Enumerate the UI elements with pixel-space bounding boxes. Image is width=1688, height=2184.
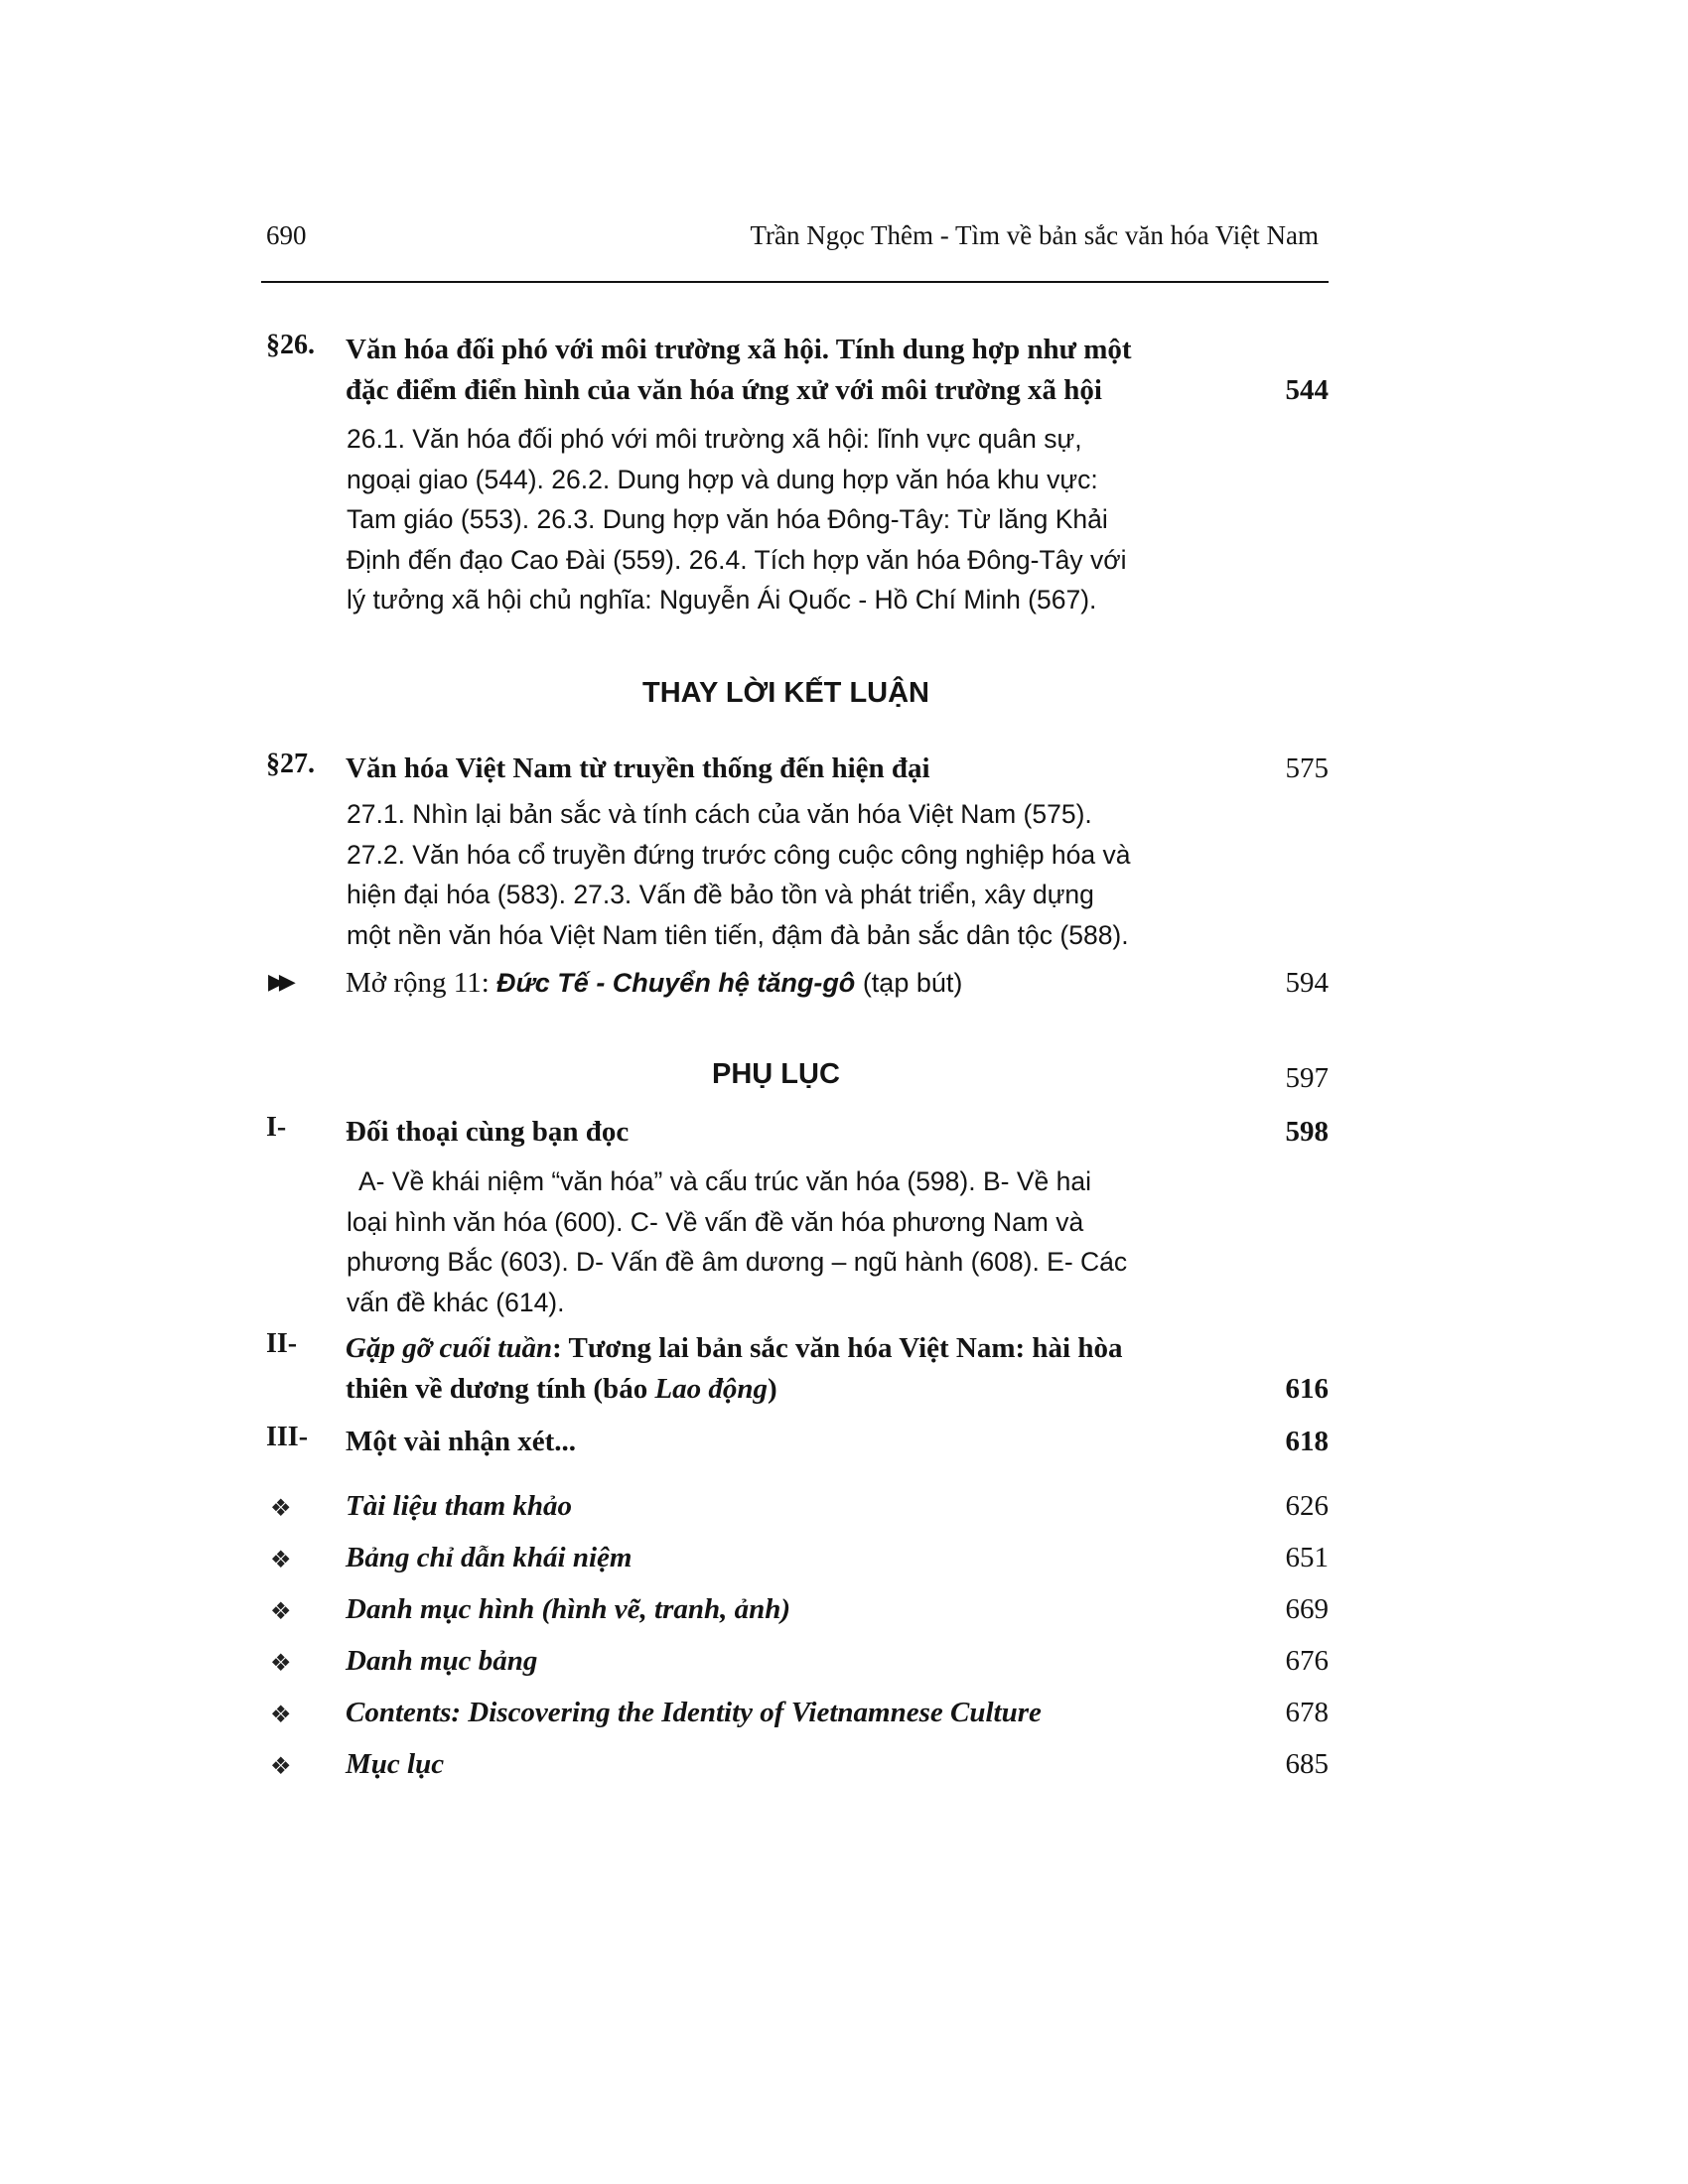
page-ref: 598 (1285, 1116, 1329, 1148)
detail-line: vấn đề khác (614). (347, 1287, 565, 1317)
item-number: II- (266, 1328, 298, 1359)
section-details (347, 794, 1270, 955)
item-line2-start: thiên về dương tính (báo (346, 1373, 655, 1405)
page-ref: 616 (1285, 1373, 1329, 1405)
entry-title: Bảng chỉ dẫn khái niệm (346, 1542, 633, 1573)
page-ref: 678 (1285, 1697, 1329, 1728)
detail-line: A- Về khái niệm “văn hóa” và cấu trúc văn hóa (598). B- Về hai (358, 1166, 1091, 1196)
four-diamond-icon: ❖ (270, 1703, 292, 1728)
detail-line: ngoại giao (544). 26.2. Dung hợp và dung hợp văn hóa khu vực: (347, 464, 1098, 494)
detail-line: lý tưởng xã hội chủ nghĩa: Nguyễn Ái Quốc - Hồ Chí Minh (567). (347, 585, 1097, 614)
item-number: I- (266, 1112, 287, 1143)
conclusion-heading: THAY LỜI KẾT LUẬN (642, 677, 929, 709)
detail-line: phương Bắc (603). D- Vấn đề âm dương – ngũ hành (608). E- Các (347, 1247, 1128, 1277)
item-title-italic: Gặp gỡ cuối tuần (346, 1332, 553, 1364)
entry-title: Contents: Discovering the Identity of Vietnamnese Culture (346, 1697, 1042, 1728)
page-number: 690 (266, 220, 307, 250)
item-title (346, 1328, 1123, 1410)
entry-prefix: Mở rộng 11: (346, 967, 497, 999)
section-title: Văn hóa Việt Nam từ truyền thống đến hiện đại (346, 752, 930, 784)
page-ref: 651 (1285, 1542, 1329, 1573)
item-number: III- (266, 1422, 309, 1452)
item-title: Một vài nhận xét... (346, 1426, 576, 1457)
item-details (347, 1161, 1282, 1322)
page-ref: 594 (1285, 967, 1329, 999)
page-ref: 676 (1285, 1645, 1329, 1677)
four-diamond-icon: ❖ (270, 1599, 292, 1625)
detail-line: một nền văn hóa Việt Nam tiên tiến, đậm đà bản sắc dân tộc (588). (347, 919, 1129, 950)
item-line2-italic: Lao động (654, 1373, 769, 1405)
double-arrow-icon: ▶▶ (268, 969, 290, 994)
four-diamond-icon: ❖ (270, 1548, 292, 1573)
item-line2-end: ) (768, 1373, 777, 1405)
four-diamond-icon: ❖ (270, 1651, 292, 1677)
entry-italic-title: Đức Tế - Chuyển hệ tăng-gô (496, 968, 856, 998)
header-rule (261, 281, 1329, 283)
section-number: §26. (266, 330, 315, 360)
section-number: §27. (266, 749, 315, 779)
detail-line: loại hình văn hóa (600). C- Về vấn đề văn hóa phương Nam và (347, 1206, 1084, 1237)
item-title: Đối thoại cùng bạn đọc (346, 1116, 630, 1148)
detail-line: Định đến đạo Cao Đài (559). 26.4. Tích hợp văn hóa Đông-Tây với (347, 544, 1127, 575)
entry-title (346, 963, 962, 1004)
four-diamond-icon: ❖ (270, 1496, 292, 1522)
page-ref: 685 (1285, 1748, 1329, 1780)
title-line: đặc điểm điển hình của văn hóa ứng xử với môi trường xã hội (346, 374, 1102, 406)
detail-line: 27.2. Văn hóa cổ truyền đứng trước công cuộc công nghiệp hóa và (347, 839, 1131, 870)
page-ref: 669 (1285, 1593, 1329, 1625)
title-line: Văn hóa đối phó với môi trường xã hội. Tính dung hợp như một (346, 334, 1132, 365)
detail-line: 26.1. Văn hóa đối phó với môi trường xã hội: lĩnh vực quân sự, (347, 424, 1082, 454)
detail-line: 27.1. Nhìn lại bản sắc và tính cách của văn hóa Việt Nam (575). (347, 799, 1092, 829)
page-ref: 618 (1285, 1426, 1329, 1457)
section-title (346, 330, 1132, 411)
four-diamond-icon: ❖ (270, 1754, 292, 1780)
page-ref: 544 (1285, 374, 1329, 406)
item-title-rest: : Tương lai bản sắc văn hóa Việt Nam: hài hòa (552, 1332, 1123, 1364)
detail-line: hiện đại hóa (583). 27.3. Vấn đề bảo tồn và phát triển, xây dựng (347, 880, 1094, 909)
entry-suffix: (tạp bút) (855, 968, 963, 998)
page-ref: 626 (1285, 1490, 1329, 1522)
page-ref: 597 (1285, 1062, 1329, 1094)
entry-title: Tài liệu tham khảo (346, 1490, 573, 1522)
entry-title: Danh mục bảng (346, 1645, 538, 1677)
page-ref: 575 (1285, 752, 1329, 784)
entry-title: Danh mục hình (hình vẽ, tranh, ảnh) (346, 1593, 791, 1625)
detail-line: Tam giáo (553). 26.3. Dung hợp văn hóa Đông-Tây: Từ lăng Khải (347, 504, 1108, 534)
section-details (347, 419, 1270, 620)
appendix-heading: PHỤ LỤC (712, 1058, 840, 1090)
running-title: Trần Ngọc Thêm - Tìm về bản sắc văn hóa Việt Nam (750, 220, 1319, 250)
entry-title: Mục lục (346, 1748, 445, 1780)
